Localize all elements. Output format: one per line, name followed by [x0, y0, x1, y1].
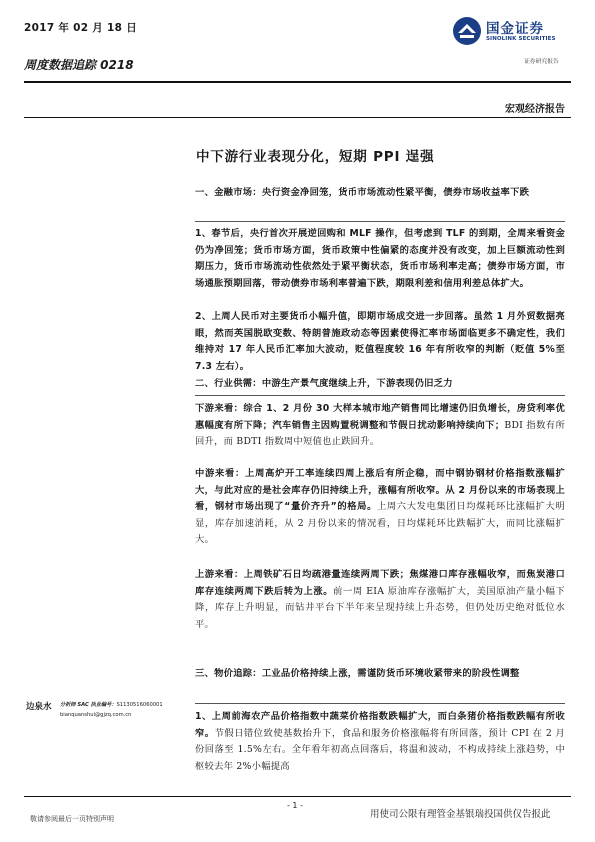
prices-regular-text: 节假日错位致使基数抬升下，食品和服务价格涨幅将有所回落，预计 CPI 在 2 月份回落至 1.5%左右。全年看年初高点回落后，将温和波动，不构成持续上涨趋势，中枢较去年 2%小幅提高 — [195, 727, 565, 772]
section-1-paragraph-1 — [195, 226, 565, 292]
report-series-title: 周度数据追踪 0218 — [24, 58, 134, 72]
upstream-bold-text: 上游来看：上周铁矿石日均疏港量连续两周下跌；焦煤港口库存涨幅收窄，而焦炭港口库存连续两周下跌后转为上涨。 — [195, 569, 565, 597]
downstream-bold-text: 下游来看：综合 1、2 月份 30 大样本城市地产销售同比增速仍旧负增长，房贷利率优惠幅度有所下降；汽车销售主因购置税调整和节假日扰动影响持续向下； — [195, 403, 565, 431]
section-3-paragraph-1 — [195, 709, 565, 775]
upstream-regular-text: 前一周 EIA 原油库存涨幅扩大，美国原油产量小幅下降，库存上升明显，而钻井平台下半年来呈现持续上升态势，但仍处历史绝对低位水平。 — [195, 585, 565, 630]
sinolink-logo — [452, 14, 572, 65]
category-divider — [24, 117, 571, 118]
page-number: - 1 - — [287, 801, 303, 810]
section-3-heading: 三、物价追踪：工业品价格持续上涨，需谨防货币环境收紧带来的阶段性调整 — [195, 668, 520, 679]
footer-divider — [24, 796, 571, 797]
sinolink-logo-mark-icon — [452, 16, 482, 46]
section-2-midstream-paragraph — [195, 466, 565, 549]
midstream-bold-text: 中游来看：上周高炉开工率连续四周上涨后有所企稳，而中钢协钢材价格指数涨幅扩大，与此对应的是社会库存仍旧持续上升，涨幅有所收窄。从 2 月份以来的市场表现上看，钢材市场出现了“量价齐升”的格局。 — [195, 468, 565, 513]
section-1-paragraph-2 — [195, 309, 565, 375]
downstream-regular-text: BDI 指数有所回升，而 BDTI 指数周中短值也止跌回升。 — [195, 419, 565, 448]
logo-text-en: SINOLINK SECURITIES — [486, 36, 556, 42]
section-2-downstream-paragraph — [195, 401, 565, 451]
section-2-upstream-paragraph — [195, 567, 565, 633]
section-3-divider — [195, 703, 565, 704]
analyst-info — [60, 700, 163, 720]
analyst-sac-number: S1130516060001 — [116, 702, 163, 708]
watermark-text: 用使司公限有理管金基银瑞投国供仅告报此 — [370, 809, 551, 820]
section-1-paragraph-1-text: 1、春节后，央行首次开展逆回购和 MLF 操作，但考虑到 TLF 的到期，全周来看资金仍为净回笼；货币市场方面，货币政策中性偏紧的态度并没有改变，加上巨额流动性到期压力，货币市场流动性依然处于紧平衡状态，货币市场利率走高；债券市场方面，市场通胀预期回落，带动债券市场利率普遍下跌，期限利差和信用利差总体扩大。 — [195, 228, 565, 289]
section-2-divider — [195, 395, 565, 396]
logo-text-cn: 国金证券 — [486, 21, 544, 37]
analyst-name: 边泉水 — [26, 702, 52, 712]
analyst-sac-label: 分析师 SAC 执业编号： — [60, 702, 117, 708]
report-date: 2017 年 02 月 18 日 — [24, 22, 138, 34]
header-divider — [24, 81, 571, 83]
section-1-divider — [195, 221, 565, 222]
section-2-heading: 二、行业供需：中游生产景气度继续上升，下游表现仍旧乏力 — [195, 378, 453, 389]
section-1-paragraph-2-text: 2、上周人民币对主要货币小幅升值，即期市场成交进一步回落。虽然 1 月外贸数据亮眼，然而英国脱欧变数、特朗普施政动态等因素使得汇率市场面临更多不确定性，我们维持对 17 年人民币汇率加大波动，贬值程度较 16 年有所收窄的判断（贬值 5%至 7.3 左右）。 — [195, 311, 565, 372]
midstream-regular-text: 上周六大发电集团日均煤耗环比涨幅扩大明显，库存加速消耗，从 2 月份以来的情况看，日均煤耗环比跌幅扩大，而同比涨幅扩大。 — [195, 501, 565, 546]
analyst-email[interactable]: bianquanshui@gjzq.com.cn — [60, 712, 132, 718]
prices-bold-text: 1、上周前海农产品价格指数中蔬菜价格指数跌幅扩大，而白条猪价格指数跌幅有所收窄。 — [195, 711, 565, 739]
disclaimer-notice: 敬请参阅最后一页特别声明 — [30, 815, 114, 823]
report-category: 宏观经济报告 — [505, 104, 565, 115]
section-1-heading: 一、金融市场：央行资金净回笼，货币市场流动性紧平衡，债券市场收益率下跌 — [195, 187, 530, 198]
document-title: 中下游行业表现分化，短期 PPI 逞强 — [196, 149, 435, 165]
logo-subtitle: 证券研究报告 — [524, 59, 559, 65]
